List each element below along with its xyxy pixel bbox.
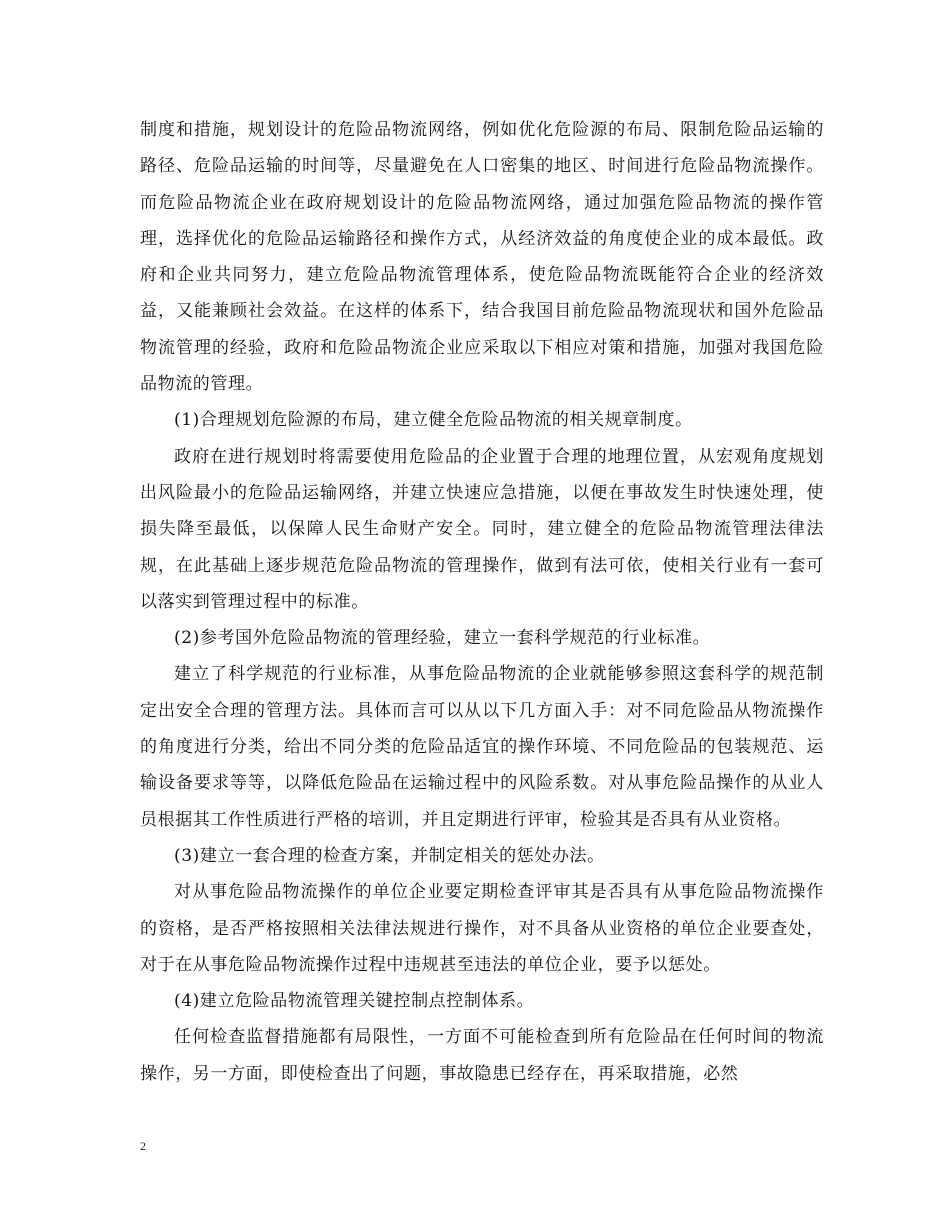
- document-body: [140, 112, 824, 1092]
- page-number: 2: [140, 1139, 146, 1153]
- paragraph-section-2: 建立了科学规范的行业标准，从事危险品物流的企业就能够参照这套科学的规范制定出安全合理的管理方法。具体而言可以从以下几方面入手：对不同危险品从物流操作的角度进行分类，给出不同分类的危险品适宜的操作环境、不同危险品的包装规范、运输设备要求等等，以降低危险品在运输过程中的风险系数。对从事危险品操作的从业人员根据其工作性质进行严格的培训，并且定期进行评审，检验其是否具有从业资格。: [140, 664, 824, 830]
- section-heading-4: (4)建立危险品物流管理关键控制点控制体系。: [174, 991, 535, 1012]
- section-heading-1: (1)合理规划危险源的布局，建立健全危险品物流的相关规章制度。: [174, 410, 693, 431]
- section-heading-2: (2)参考国外危险品物流的管理经验，建立一套科学规范的行业标准。: [174, 628, 711, 649]
- section-heading-3: (3)建立一套合理的检查方案，并制定相关的惩处办法。: [174, 845, 605, 866]
- paragraph-section-4: 任何检查监督措施都有局限性，一方面不可能检查到所有危险品在任何时间的物流操作，另一方面，即使检查出了问题，事故隐患已经存在，再采取措施，必然: [140, 1027, 824, 1084]
- paragraph-section-3: 对从事危险品物流操作的单位企业要定期检查评审其是否具有从事危险品物流操作的资格，是否严格按照相关法律法规进行操作，对不具备从业资格的单位企业要查处，对于在从事危险品物流操作过程中违规甚至违法的单位企业，要予以惩处。: [140, 882, 824, 975]
- paragraph-continuation: 制度和措施，规划设计的危险品物流网络，例如优化危险源的布局、限制危险品运输的路径、危险品运输的时间等，尽量避免在人口密集的地区、时间进行危险品物流操作。而危险品物流企业在政府规划设计的危险品物流网络，通过加强危险品物流的操作管理，选择优化的危险品运输路径和操作方式，从经济效益的角度使企业的成本最低。政府和企业共同努力，建立危险品物流管理体系，使危险品物流既能符合企业的经济效益，又能兼顾社会效益。在这样的体系下，结合我国目前危险品物流现状和国外危险品物流管理的经验，政府和危险品物流企业应采取以下相应对策和措施，加强对我国危险品物流的管理。: [140, 120, 824, 395]
- paragraph-section-1: 政府在进行规划时将需要使用危险品的企业置于合理的地理位置，从宏观角度规划出风险最小的危险品运输网络，并建立快速应急措施，以便在事故发生时快速处理，使损失降至最低，以保障人民生命财产安全。同时，建立健全的危险品物流管理法律法规，在此基础上逐步规范危险品物流的管理操作，做到有法可依，使相关行业有一套可以落实到管理过程中的标准。: [140, 446, 824, 612]
